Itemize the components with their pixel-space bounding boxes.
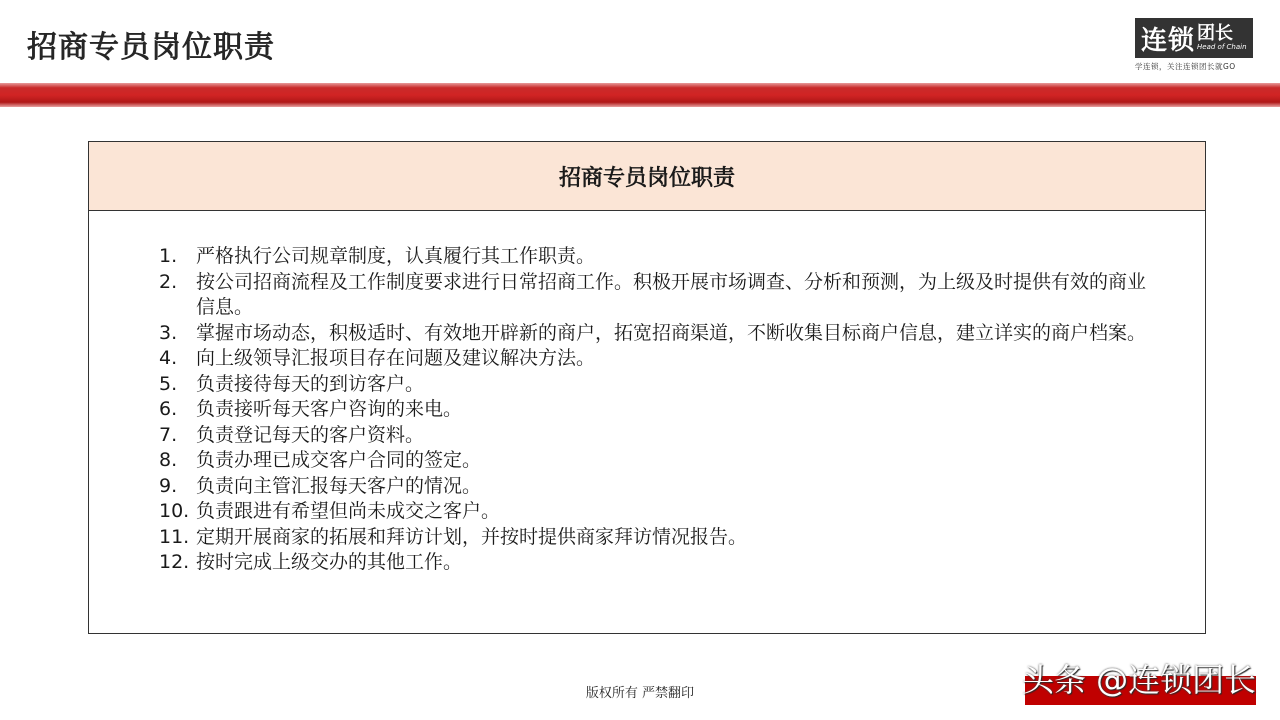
duty-item: [159, 244, 1154, 270]
duty-item: [159, 397, 1154, 423]
duty-text: 负责登记每天的客户资料。: [196, 423, 425, 446]
duties-card: [88, 141, 1206, 634]
logo-main-text: 连锁: [1141, 25, 1196, 56]
duty-number: 12.: [159, 551, 190, 573]
copyright-notice: 版权所有 严禁翻印: [585, 686, 695, 701]
duty-item: [159, 270, 1154, 321]
duty-item: [159, 346, 1154, 372]
duty-text: 向上级领导汇报项目存在问题及建议解决方法。: [196, 347, 596, 369]
duty-item: [159, 423, 1154, 449]
duty-list: [159, 244, 1154, 576]
header-red-band: [0, 83, 1280, 107]
logo-side-block: [1197, 25, 1247, 51]
duty-text: 负责向主管汇报每天客户的情况。: [196, 474, 482, 497]
duty-text: 掌握市场动态，积极适时、有效地开辟新的商户，拓宽招商渠道，不断收集目标商户信息，建立详实的商户档案。: [196, 321, 1147, 344]
logo-side-bottom: Head of Chain: [1197, 43, 1247, 51]
card-title: 招商专员岗位职责: [89, 142, 1205, 211]
duty-text: 按公司招商流程及工作制度要求进行日常招商工作。积极开展市场调查、分析和预测，为上级及时提供有效的商业信息。: [196, 270, 1147, 318]
duty-number: 5.: [159, 372, 178, 395]
duty-item: [159, 372, 1154, 398]
duty-number: 1.: [159, 245, 178, 267]
duty-text: 负责跟进有希望但尚未成交之客户。: [196, 500, 501, 522]
brand-logo: [1135, 18, 1253, 58]
logo-tagline: 学连锁，关注连锁团长就GO: [1135, 62, 1236, 71]
duty-item: [159, 550, 1154, 576]
duty-number: 6.: [159, 398, 178, 420]
duty-item: [159, 321, 1154, 347]
duty-text: 负责办理已成交客户合同的签定。: [196, 449, 482, 471]
duty-number: 4.: [159, 347, 178, 369]
duty-item: [159, 525, 1154, 551]
page-title: 招商专员岗位职责: [27, 30, 275, 65]
duty-item: [159, 499, 1154, 525]
duty-text: 负责接待每天的到访客户。: [196, 372, 425, 395]
duty-text: 按时完成上级交办的其他工作。: [196, 551, 463, 573]
duty-text: 定期开展商家的拓展和拜访计划，并按时提供商家拜访情况报告。: [196, 525, 748, 548]
duty-text: 严格执行公司规章制度，认真履行其工作职责。: [196, 245, 596, 267]
logo-side-top: 团长: [1197, 23, 1234, 44]
duty-number: 9.: [159, 474, 178, 497]
duty-item: [159, 474, 1154, 500]
watermark-text: 头条 @连锁团长: [1022, 661, 1257, 699]
duty-number: 2.: [159, 270, 178, 293]
duty-number: 3.: [159, 321, 178, 344]
duty-number: 8.: [159, 449, 178, 471]
duty-number: 10.: [159, 500, 190, 522]
duty-number: 7.: [159, 423, 178, 446]
duty-number: 11.: [159, 525, 190, 548]
duty-text: 负责接听每天客户咨询的来电。: [196, 398, 463, 420]
duty-item: [159, 448, 1154, 474]
